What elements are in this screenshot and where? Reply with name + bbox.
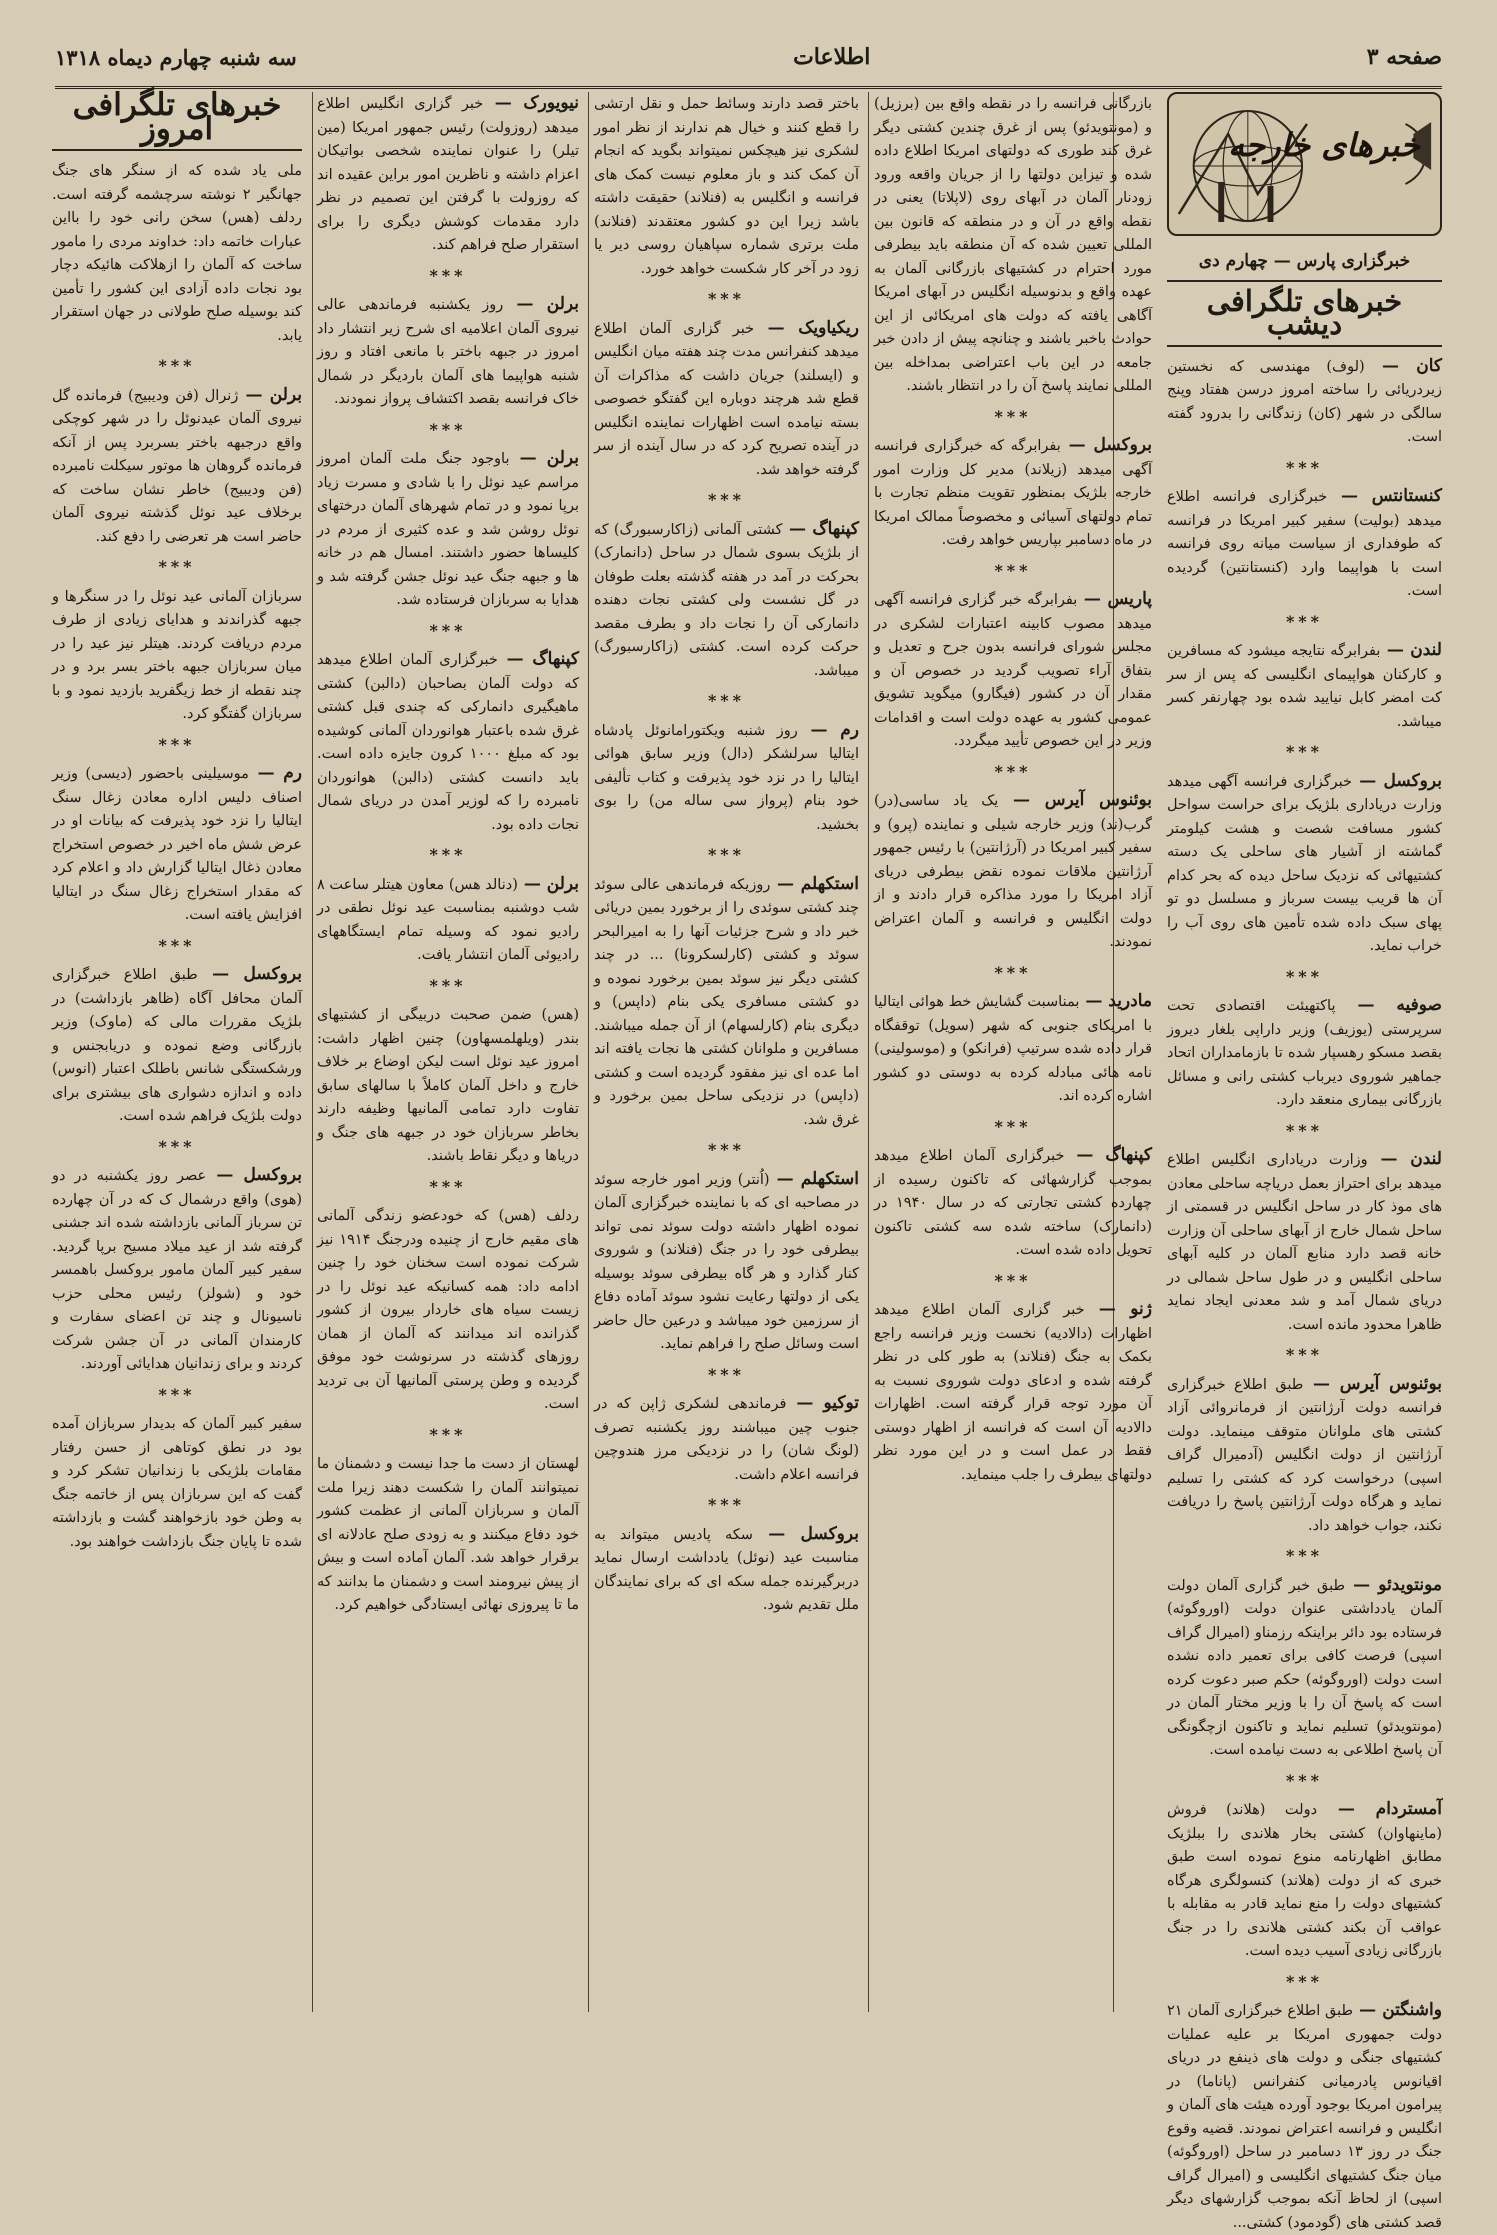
- article-body: سربازان آلمانی عید نوئل را در سنگرها و جبهه گذراندند و هدایای زیادی از طرف مردم دریافت کردند. هیتلر نیز عید را در میان سربازان جبهه باختر بسر برد و در چند نقطه از خط زیگفرید بازدید نمود و با سربازان گفتگو کرد.: [52, 589, 302, 723]
- article-dateline: کپنهاگ —: [782, 519, 859, 539]
- article-dateline: بوئنوس آیرس —: [998, 790, 1152, 810]
- news-article: [594, 1523, 859, 1618]
- article-body: خبرگزاری فرانسه اطلاع میدهد (بولیت) سفیر کبیر امریکا در فرانسه که طوفداری از سیاست میانه روی فرانسه است با هواپیما وارد (کنستانتین) گردیده است.: [1167, 489, 1442, 599]
- article-body: بفرابرگه که خبرگزاری فرانسه آگهی میدهد (زیلاند) مدیر کل وزارت امور خارجه بلژیک بمنظور تقویت منظم تجارت با تمام دولتهای آسیائی و مخصوصاً ممالک امریکا در ماه دسامبر بپاریس خواهد رفت.: [874, 438, 1152, 548]
- article-body: یک یاد ساسی(در) گرب(ند) وزیر خارجه شیلی و نماینده (پرو) و سفیر کبیر امریکا در (آرژانتین) با رئیس جمهور آرژانتین ملاقات نموده نقض بیطرفی دریای آزاد امریکا را مورد مذاکره قرار دادند و از دولت انگلیس و فرانسه و آلمان اعتراض نمودند.: [874, 793, 1152, 950]
- news-article: [594, 317, 859, 483]
- article-separator: ***: [1167, 456, 1442, 480]
- paper-name: اطلاعات: [793, 44, 870, 70]
- article-separator: ***: [874, 961, 1152, 985]
- article-separator: ***: [594, 1363, 859, 1387]
- column-5: [52, 92, 302, 2012]
- news-article: [1167, 355, 1442, 450]
- article-list: [1167, 355, 1442, 2235]
- banner-title: خبرهای خارجه: [1228, 134, 1420, 158]
- news-article: [874, 434, 1152, 553]
- news-article: [874, 789, 1152, 955]
- news-article: [874, 1298, 1152, 1487]
- article-dateline: رم —: [249, 763, 302, 783]
- article-dateline: بروکسل —: [198, 964, 302, 984]
- article-body: وزارت دریاداری انگلیس اطلاع میدهد برای احتراز بعمل دریاچه ساحلی معادن های موذ کار در ساحل انگلیس در قسمتی از ساحل شمال خارج از آبهای ساحلی آن وزارت خانه قصد دارد منابع آلمان در کلیه آبهای ساحلی انگلیس و در طول ساحل شمالی در دریای شمال آمد و شد معدنی ایجاد نماید ظاهرا محدود مانده است.: [1167, 1152, 1442, 1333]
- news-article: [874, 990, 1152, 1109]
- article-dateline: برلن —: [238, 385, 302, 405]
- article-body: ردلف (هس) که خودعضو زندگی آلمانی های مقیم خارج از چنیده ودرجنگ ۱۹۱۴ نیز شرکت نموده است سخنان خود را چنین ادامه داد: همه کسانیکه عید نوئل را در زیست سیاه های خاردار بیرون از کشور گذرانده اند میدانند که آلمان از همان روزهای گذشته در سرنوشت خود موفق گردیده و وطن پرستی آلمانیها آن بی تردید است.: [317, 1208, 579, 1412]
- article-separator: ***: [1167, 1119, 1442, 1143]
- news-article: [1167, 994, 1442, 1113]
- article-body: بفرابرگه خبر گزاری فرانسه آگهی میدهد مصوب کابینه اعتبارات لشکری در مجلس شورای فرانسه بدون جرح و تعدیل و بتفاق آراء تصویب گردید در خصوص آن و مقدار آن در کشور (فیگارو) میگوید تشویق عمومی کشور به عهده دولت است و اقدامات وزیر در این خصوص تأیید میگردد.: [874, 592, 1152, 749]
- article-body: ژنرال (فن ودیبیج) فرمانده گل نیروی آلمان عیدنوئل را در شهر کوچکی واقع درجبهه باختر بسربرد پس از آنکه فرمانده گروهان ها موتور سیکلت نامبرده (فن ودیبیج) خاطر نشان ساخت که برخلاف عید نوئل گذشته نیروی آلمان حاضر است هر تعرضی را دفع کند.: [52, 388, 302, 545]
- news-article: [52, 1164, 302, 1377]
- article-separator: ***: [317, 264, 579, 288]
- article-dateline: بوئنوس آیرس —: [1303, 1374, 1442, 1394]
- article-body: دولت (هلاند) فروش (ماینهاوان) کشتی بخار هلاندی را ببلژیک مطابق اظهارنامه منوع نموده است طبق خبری که از دولت (هلاند) کنسولگری هرگاه کشتیهای دولت را منع نماید قادر به مقابله با عواقب آن بکند کشتی هلاندی را در جنگ بازرگانی زیادی آسیب دیده است.: [1167, 1802, 1442, 1959]
- article-separator: ***: [594, 287, 859, 311]
- news-article: [317, 293, 579, 412]
- article-dateline: برلن —: [518, 874, 579, 894]
- article-dateline: پاریس —: [1077, 589, 1152, 609]
- article-body: بازرگانی فرانسه را در نقطه واقع بین (برزیل) و (مونتویدئو) پس از غرق چندین کشتی دیگر غرق کند طوری که دولتهای امریکا اطلاع داده شده و تیزاین دولتها را از جریان واقعه ورود زودنار آلمان در آبهای روی (لاپلاتا) یعنی در نقطه واقع در آن و در منطقه که قانون بین المللی تعیین شده که آن منطقه باید بیطرفی مورد احترام در کشتیهای بازرگانی آلمان به عهده واقع و بدنوسیله انگلیس در آبهای امریکا آگاهی یافته که دولت های امریکائی از این حوادث باخبر باشند و چنانچه پیش از دادن خبر جامعه در این باب اعتراضی بمداخله بین المللی نمایند پاسخ آن را در انتظار باشند.: [874, 96, 1152, 394]
- article-separator: ***: [594, 689, 859, 713]
- news-article: [594, 873, 859, 1133]
- article-body: (هس) ضمن صحبت دربیگی از کشتیهای بندر (ویلهلمسهاون) چنین اظهار داشت: امروز عید نوئل است لیکن اوضاع بر خلاف خارج و داخل آلمان کاملاً با سالهای سابق تفاوت دارد تمامی آلمانیها وظیفه دارند بخاطر سربازان خود در جبهه های جنگ و دریاها و دیگر نقاط باشند.: [317, 1007, 579, 1164]
- article-body: طبق اطلاع خبرگزاری آلمان محافل آگاه (ظاهر بازداشت) در بلژیک مقررات مالی که (ماوک) وزیر بازرگانی وضع نموده و دریابجنس و ورشکستگی شانس باطلک اعتبار (انوس) داده و اندازه دشواری های بیشتری برای دولت بلژیک فراهم شده است.: [52, 967, 302, 1124]
- article-body: طبق خبر گزاری آلمان دولت آلمان یادداشتی عنوان دولت (اوروگوئه) فرستاده بود دائر براینکه رزمناو (امیرال گراف اسپی) فرصت کافی برای تعمیر داده نشده است دولت (اوروگوئه) حکم صبر دعوت کرده است که پاسخ آن را با وزیر مختار آلمان در (مونتویدئو) تسلیم نماید و تاکنون ازچگونگی آن پاسخ اطلاعی به دست نیامده است.: [1167, 1578, 1442, 1759]
- article-body: خبر گزاری آلمان اطلاع میدهد کنفرانس مدت چند هفته میان انگلیس و (ایسلند) جریان داشت که مذاکرات آن قطع شد هرچند دوباره این گفتگو خصوصی بسته نیامده است اظهارات نماینده انگلیس در آینده تصریح کرد که در سال آینده از سر گرفته خواهد شد.: [594, 321, 859, 478]
- article-dateline: بروکسل —: [1352, 771, 1442, 791]
- article-body: بفرابرگه نتایجه میشود که مسافرین و کارکنان هواپیمای انگلیسی که پس از سر کت امضر کابل نیایید شده بود چهارنفر کسر میباشد.: [1167, 643, 1442, 730]
- article-body: خبرگزاری آلمان اطلاع میدهد که دولت آلمان بصاحبان (دالبن) کشتی ماهیگیری دانمارکی که چندی قبل کشتی غرق شده باعتبار هوانوردان آلمانی کوشیده بود که مبلغ ۱۰۰۰ کرون جایزه داده است. باید دانست کشتی (دالبن) هوانوردان نامبرده را که لوزیر آمدن در دریای شمال نجات داده بود.: [317, 652, 579, 833]
- news-article: [1167, 1574, 1442, 1763]
- article-dateline: مادرید —: [1079, 991, 1152, 1011]
- news-article: [317, 648, 579, 837]
- article-dateline: ژنو —: [1085, 1299, 1152, 1319]
- article-separator: ***: [1167, 1343, 1442, 1367]
- article-separator: ***: [52, 555, 302, 579]
- article-body: (اُنتر) وزیر امور خارجه سوئد در مصاحبه ای که با نماینده خبرگزاری آلمان نموده اظهار داشته دولت سوئد نمی تواند بیطرفی خود را در جنگ (فنلاند) و شوروی کنار گذارد و هر گاه بیطرفی سوئد بوسیله یکی از دولتها رعایت نشود سوئد آماده دفاع از سرزمین خود میباشد و درعین حال حاضر است وسائل صلح را فراهم نماید.: [594, 1172, 859, 1353]
- article-body: موسیلینی باحضور (دیسی) وزیر اصناف دلیس اداره معادن زغال سنگ ایتالیا را نزد خود پذیرفت که بیانات او در عرض شش ماه اخیر در خصوص استخراج معادن ذغال ایتالیا گزارش داد و اعلام کرد که مقدار استخراج زغال سنگ در ایتالیا افزایش یافته است.: [52, 766, 302, 923]
- article-dateline: مونتویدئو —: [1345, 1575, 1442, 1595]
- news-article: [594, 1168, 859, 1357]
- article-body: خبرگزاری فرانسه آگهی میدهد وزارت دریاداری بلژیک برای حراست سواحل کشور مسافت شصت و هشت کیلومتر گماشته از آشیار های ساحلی یک دسته کشتیهائی که نزدیک ساحل دیده که بحر کدام آن ها قریب بیست سرباز و مسلسل دو تو پهای سبک داده شده تأمین های روی آب را خراب نماید.: [1167, 774, 1442, 955]
- news-article: [1167, 1148, 1442, 1337]
- article-separator: ***: [594, 488, 859, 512]
- article-body: عصر روز یکشنبه در دو (هوی) واقع درشمال ک که در آن چهارده تن سرباز آلمانی بازداشته شده اند جشنی گرفته شد از عید میلاد مسیح برپا گردید. سفیر کبیر آلمان مامور بروکسل باهمسر خود و (شولز) رئیس محلی حزب ناسیونال و چند تن اعضای سفارت و کارمندان آلمانی در آن جشن شرکت کردند و برای زندانیان هدایائی آوردند.: [52, 1168, 302, 1372]
- article-body: سفیر کبیر آلمان که بدیدار سربازان آمده بود در نطق کوتاهی از حسن رفتار مقامات بلژیکی با زندانیان تشکر کرد و گفت که این سربازان پس از خاتمه جنگ به وطن خود بازخواهند گشت و بازداشته شده تا پایان جنگ بازداشت خواهند بود.: [52, 1416, 302, 1550]
- news-article: [52, 159, 302, 348]
- article-dateline: بروکسل —: [206, 1165, 302, 1185]
- article-body: طبق اطلاع خبرگزاری آلمان ۲۱ دولت جمهوری امریکا بر علیه عملیات کشتیهای جنگی و دولت های ذینفع در دریای اقیانوس پادرمیانی کنفرانس (پاناما) در پیرامون امریکا بوجود آورده هیئت های آلمان و انگلیس و فرانسه اعتراض نمودند. قضیه وقوع جنگ در روز ۱۳ دسامبر در ساحل (اوروگوئه) میان جنگ کشتیهای انگلیسی و (امیرال گراف اسپی) از لحاظ آنکه بموجب گزارشهای دیگر قصد کشتی های (گودمود) کشتی...: [1167, 2003, 1442, 2231]
- article-separator: ***: [1167, 740, 1442, 764]
- news-article: [1167, 485, 1442, 604]
- column-4: [317, 92, 579, 2012]
- article-separator: ***: [874, 1269, 1152, 1293]
- news-article: [317, 1204, 579, 1417]
- article-separator: ***: [52, 1135, 302, 1159]
- article-body: روز شنبه ویکتورامانوئل پادشاه ایتالیا سرلشکر (دال) وزیر سابق هوائی ایتالیا را در نزد خود پذیرفت و کتاب تألیفی خود بنام (پرواز سی ساله من) را بوی بخشید.: [594, 723, 859, 833]
- article-separator: ***: [1167, 1970, 1442, 1994]
- article-separator: ***: [52, 1383, 302, 1407]
- news-source-line: خبرگزاری پارس — چهارم دی: [1167, 244, 1442, 282]
- news-article: [52, 384, 302, 550]
- news-article: [317, 1452, 579, 1618]
- news-article: [594, 92, 859, 281]
- article-separator: ***: [874, 1115, 1152, 1139]
- column-2: [874, 92, 1152, 2012]
- article-body: بمناسبت گشایش خط هوائی ایتالیا با امریکای جنوبی که شهر (سویل) توقفگاه قرار داده شده سرتیپ (فرانکو) و (موسولینی) نامه هائی مبادله کرده به دوستی دو کشور اشاره کرده اند.: [874, 994, 1152, 1104]
- news-article: [594, 518, 859, 684]
- news-article: [317, 873, 579, 968]
- article-dateline: کپنهاگ —: [498, 649, 579, 669]
- article-dateline: رم —: [798, 720, 859, 740]
- news-article: [52, 762, 302, 928]
- article-body: سکه پادیس میتواند به مناسبت عید (نوئل) یادداشت ارسال نماید دربرگیرنده جمله سکه ای که برای نمایندگان ملل تقدیم شود.: [594, 1527, 859, 1614]
- news-article: [317, 1003, 579, 1169]
- article-separator: ***: [1167, 1544, 1442, 1568]
- article-separator: ***: [1167, 1769, 1442, 1793]
- section-title-last-night: خبرهای تلگرافی دیشب: [1167, 288, 1442, 347]
- article-body: ملی یاد شده که از سنگر های جنگ جهانگیر ۲ نوشته سرچشمه گرفته است. ردلف (هس) سخن رانی خود را بااین عبارات خاتمه داد: خداوند مردی را مامور ساخت که آلمان را ازهلاکت هائیکه دچار بود نجات داده آزادی این کشور را تأمین کند بوسیله صلح طولانی در جهان استقرار یابد.: [52, 163, 302, 344]
- article-body: خبرگزاری آلمان اطلاع میدهد بموجب گزارشهائی که تاکنون رسیده از چهارده کشتی تجارتی که در سال ۱۹۴۰ در (دانمارک) ساخته شده سه کشتی تاکنون تحویل داده شده است.: [874, 1148, 1152, 1258]
- article-dateline: برلن —: [503, 294, 579, 314]
- article-separator: ***: [594, 1138, 859, 1162]
- foreign-news-banner: [1167, 92, 1442, 236]
- news-article: [1167, 1798, 1442, 1964]
- article-body: خبر گزاری آلمان اطلاع میدهد اظهارات (دالادیه) نخست وزیر فرانسه راجع بکمک به جنگ (فنلاند) به طور کلی در نظر گرفته شده و ادعای دولت شوروی نسبت به آن مورد توجه قرار گرفته است. اظهارات دالادیه آن است که فرانسه از اظهار دوستی فقط در عمل است و در این مورد نظر دولتهای بیطرف را جلب مینماید.: [874, 1302, 1152, 1483]
- news-article: [1167, 1999, 1442, 2235]
- issue-date: سه شنبه چهارم دیماه ۱۳۱۸: [55, 45, 297, 70]
- article-dateline: استکهلم —: [770, 874, 859, 894]
- column-3: [594, 92, 859, 2012]
- article-body: باوجود جنگ ملت آلمان امروز مراسم عید نوئل را با شادی و مسرت زیاد برپا نمود و در تمام شهرهای آلمان درختهای نوئل روشن شد و عده کثیری از مردم در کلیساها حضور داشتند. امسال هم در خانه ها و جبهه جنگ عید نوئل جشن گرفته شد و هدایا به سربازان فرستاده شد.: [317, 451, 579, 608]
- page-number: صفحه ۳: [1367, 44, 1442, 70]
- article-dateline: ریکیاویک —: [754, 318, 859, 338]
- page-header: [55, 28, 1442, 89]
- article-separator: ***: [52, 934, 302, 958]
- article-body: پاکتهیئت اقتصادی تحت سرپرستی (یوزیف) وزیر داراپی بلغار دیروز بقصد مسکو رهسپار شده تا بازمامداران اتحاد جماهیر شوروی دیرباب کشتی رانی و مسائل بازرگانی بیماری منعقد دارد.: [1167, 998, 1442, 1108]
- news-article: [52, 585, 302, 727]
- news-article: [52, 1412, 302, 1554]
- article-body: باختر قصد دارند وسائط حمل و نقل ارتشی را قطع کنند و خیال هم ندارند از نظر امور لشکری نیز هیچکس نمیتواند بگوید که انجام آن کمک کند و باز معلوم نیست کمک های فرانسه و انگلیس به (فنلاند) حقیقت داشته باشد زیرا این دو کشور معتقدند (فنلاند) ملت برتری شماره سپاهیان روسی دیر یا زود در آخر کار شکست خواهد خورد.: [594, 96, 859, 277]
- article-dateline: صوفیه —: [1335, 995, 1442, 1015]
- article-list: [52, 159, 302, 1554]
- article-dateline: بروکسل —: [1061, 435, 1152, 455]
- article-dateline: برلن —: [510, 448, 580, 468]
- article-body: روزیکه فرماندهی عالی سوئد چند کشتی سوئدی را از برخورد بمین دریائی خبر داد و شرح جزئیات آنها را به امیرالبحر سوئد و کشتی (کارلسکرونا) ... در چند کشتی دیگر نیز سوئد بمین برخورد نموده و دو کشتی مسافری یکی بنام (داپس) و دیگری بنام (کارلسهام) از آن جمله میباشند. مسافرین و ملوانان کشتی ها نجات یافته اند اما عده ای نیز مفقود گردیده است و کشتی (داپس) در نزدیکی ساحل بمین برخورد و غرق شد.: [594, 877, 859, 1128]
- article-dateline: کان —: [1365, 356, 1442, 376]
- news-article: [1167, 770, 1442, 959]
- news-article: [874, 92, 1152, 399]
- news-article: [317, 92, 579, 258]
- section-title-today: خبرهای تلگرافی امروز: [52, 92, 302, 151]
- article-body: (دنالد هس) معاون هیتلر ساعت ۸ شب دوشنبه بمناسبت عید نوئل نطقی در رادیو نمود که وسیله تمام ایستگاههای رادیوئی آلمان انتشار یافت.: [317, 877, 579, 964]
- article-body: لهستان از دست ما جدا نیست و دشمنان ما نمیتوانند آلمان را شکست دهند زیرا ملت آلمان و سربازان آلمانی از عظمت کشور خود دفاع میکنند و به زودی صلح عادلانه ای برقرار خواهد شد. آلمان آماده است و بیش از پیش نیرومند است و دشمنان ما بدانند که ما تا پیروزی نهائی ایستادگی خواهیم کرد.: [317, 1456, 579, 1613]
- article-separator: ***: [317, 974, 579, 998]
- news-article: [1167, 1373, 1442, 1539]
- article-body: (لوف) مهندسی که نخستین زیردریائی را ساخته امروز درسن هفتاد وپنج سالگی در شهر (کان) زندگانی را بدرود گفته است.: [1167, 359, 1442, 446]
- news-article: [874, 588, 1152, 754]
- article-dateline: کپنهاگ —: [1064, 1145, 1152, 1165]
- news-article: [1167, 639, 1442, 734]
- article-dateline: توکیو —: [786, 1393, 859, 1413]
- article-separator: ***: [594, 843, 859, 867]
- article-body: طبق اطلاع خبرگزاری فرانسه دولت آرژانتین از فرمانروائی آزاد کشتی های ملوانان متوقف مینماید. دولت آرژانتین از دولت انگلیس (آدمیرال گراف اسپی) درخواست کرد که کشتی را تسلیم نماید و هرگاه دولت آرژانتین پاسخ را دریافت نکند، جواب خواهد داد.: [1167, 1377, 1442, 1534]
- article-dateline: استکهلم —: [770, 1169, 859, 1189]
- column-1: [1167, 92, 1442, 2012]
- article-separator: ***: [594, 1493, 859, 1517]
- article-separator: ***: [874, 405, 1152, 429]
- article-dateline: آمستردام —: [1317, 1799, 1442, 1819]
- article-body: کشتی آلمانی (زاکارسبورگ) که از بلژیک بسوی شمال در ساحل (دانمارک) بحرکت در آمد در هفته گذشته بعلت طوفان در گل نشست ولی کشتی نجات دهنده دانمارکی آن را نجات داد و بطرف مقصد حرکت کرده است. کشتی (زاکارسبورگ) میباشد.: [594, 522, 859, 679]
- article-list: [594, 92, 859, 1618]
- article-separator: ***: [317, 619, 579, 643]
- column-rule: [312, 92, 313, 2012]
- article-separator: ***: [874, 760, 1152, 784]
- article-list: [874, 92, 1152, 1487]
- globe-telegraph-illustration: [1169, 94, 1440, 234]
- article-separator: ***: [317, 1175, 579, 1199]
- article-separator: ***: [52, 354, 302, 378]
- article-separator: ***: [317, 843, 579, 867]
- article-dateline: لندن —: [1380, 640, 1442, 660]
- article-dateline: واشنگتن —: [1353, 2000, 1442, 2020]
- article-dateline: کنستانتس —: [1327, 486, 1442, 506]
- article-separator: ***: [874, 559, 1152, 583]
- article-separator: ***: [1167, 965, 1442, 989]
- article-dateline: بروکسل —: [753, 1524, 859, 1544]
- article-list: [317, 92, 579, 1618]
- article-separator: ***: [317, 1423, 579, 1447]
- article-separator: ***: [52, 733, 302, 757]
- article-dateline: نیویورک —: [483, 93, 579, 113]
- news-article: [594, 1392, 859, 1487]
- news-article: [52, 963, 302, 1129]
- news-article: [317, 447, 579, 613]
- news-article: [594, 719, 859, 838]
- article-separator: ***: [317, 418, 579, 442]
- article-body: فرماندهی لشکری ژاپن که در جنوب چین میباشند روز یکشنبه تصرف (لونگ شان) را در نزدیکی مرز هندوچین فرانسه اعلام داشت.: [594, 1396, 859, 1483]
- column-rule: [868, 92, 869, 2012]
- article-body: خبر گزاری انگلیس اطلاع میدهد (روزولت) رئیس جمهور امریکا (مین تیلر) را عنوان نماینده شخصی بواتیکان اعزام داشته و ناظرین امور براین عقیده اند که روزولت با گرفتن این تصمیم در نظر دارد مقدمات کوشش دیگری را برای استقرار صلح فراهم کند.: [317, 96, 579, 253]
- news-article: [874, 1144, 1152, 1263]
- article-body: روز یکشنبه فرماندهی عالی نیروی آلمان اعلامیه ای شرح زیر انتشار داد امروز در جبهه باختر با مانعی افتاد و روز شنبه هواپیما های آلمان باردیگر در شمال خاک فرانسه بقصد اکتشاف پرواز نمودند.: [317, 297, 579, 407]
- article-dateline: لندن —: [1368, 1149, 1442, 1169]
- column-rule: [588, 92, 589, 2012]
- article-separator: ***: [1167, 610, 1442, 634]
